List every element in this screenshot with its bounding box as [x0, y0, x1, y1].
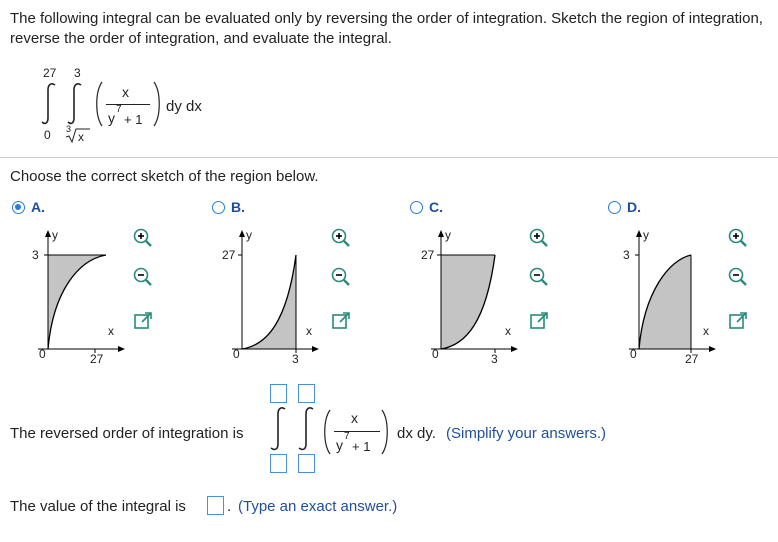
graph-b-y-tick: 27 — [222, 248, 236, 262]
denominator-rest: + 1 — [124, 112, 143, 127]
graph-a-zoom-in-icon[interactable] — [132, 227, 154, 249]
graph-d-plot — [619, 222, 719, 367]
outer-upper-limit: 27 — [43, 66, 57, 80]
reversed-order-label: The reversed order of integration is — [10, 425, 244, 442]
reversed-differentials: dx dy. — [397, 425, 436, 442]
simplify-hint: (Simplify your answers.) — [446, 425, 607, 442]
graph-c-origin: 0 — [432, 347, 439, 361]
graph-d-x-tick: 27 — [685, 352, 699, 366]
option-a[interactable] — [12, 199, 45, 215]
left-paren — [94, 80, 104, 128]
outer-lower-limit: 0 — [44, 128, 51, 142]
graph-b-zoom-out-icon[interactable] — [330, 266, 352, 288]
reversed-denominator-exponent: 7 — [344, 431, 350, 442]
graph-d-y-axis-label: y — [643, 228, 649, 242]
reversed-denominator-rest: + 1 — [352, 439, 371, 454]
outer-upper-blank[interactable] — [270, 384, 287, 403]
inner-lower-radicand: x — [78, 130, 84, 144]
graph-c-popout-icon[interactable] — [528, 310, 550, 332]
graph-a-x-tick: 27 — [90, 352, 104, 366]
integral-value-blank[interactable] — [207, 496, 224, 515]
fraction-bar — [106, 104, 150, 105]
graph-b-plot — [222, 222, 322, 367]
option-c[interactable] — [410, 199, 443, 215]
graph-b-x-axis-label: x — [306, 324, 312, 338]
graph-d-zoom-out-icon[interactable] — [727, 266, 749, 288]
graph-c-plot — [421, 222, 521, 367]
graph-d-zoom-in-icon[interactable] — [727, 227, 749, 249]
graph-a — [28, 222, 128, 367]
graph-a-plot — [28, 222, 128, 367]
denominator-exponent: 7 — [116, 104, 122, 115]
reversed-fraction-bar — [334, 431, 380, 432]
graph-a-x-axis-label: x — [108, 324, 114, 338]
graph-d-y-tick: 3 — [623, 248, 630, 262]
graph-b-y-axis-label: y — [246, 228, 252, 242]
graph-b — [222, 222, 322, 367]
graph-b-origin: 0 — [233, 347, 240, 361]
denominator-base: y — [108, 110, 115, 126]
option-b-radio[interactable] — [212, 201, 225, 214]
option-a-radio[interactable] — [12, 201, 25, 214]
reversed-denominator-base: y — [336, 437, 343, 453]
graph-a-zoom-out-icon[interactable] — [132, 266, 154, 288]
graph-c-zoom-in-icon[interactable] — [528, 227, 550, 249]
reversed-numerator: x — [351, 410, 358, 426]
graph-d — [619, 222, 719, 367]
inner-lower-root-index: 3 — [66, 124, 72, 134]
value-label: The value of the integral is — [10, 498, 186, 515]
option-d-radio[interactable] — [608, 201, 621, 214]
graph-b-x-tick: 3 — [292, 352, 299, 366]
option-a-label: A. — [31, 199, 45, 215]
graph-c-y-tick: 27 — [421, 248, 435, 262]
inner-upper-limit: 3 — [74, 66, 81, 80]
graph-c-x-tick: 3 — [491, 352, 498, 366]
inner-upper-blank[interactable] — [298, 384, 315, 403]
graph-a-popout-icon[interactable] — [132, 310, 154, 332]
inner-lower-blank[interactable] — [298, 454, 315, 473]
graph-c-y-axis-label: y — [445, 228, 451, 242]
given-integral — [0, 60, 260, 155]
graph-d-origin: 0 — [630, 347, 637, 361]
graph-b-zoom-in-icon[interactable] — [330, 227, 352, 249]
choose-instruction: Choose the correct sketch of the region below. — [10, 168, 319, 185]
integrand-numerator: x — [122, 84, 129, 100]
question-prompt: The following integral can be evaluated only by reversing the order of integration. Sketch the region of integration, reverse the order of integration, and evaluate the integral. — [10, 10, 763, 47]
option-b[interactable] — [212, 199, 245, 215]
graph-a-y-tick: 3 — [32, 248, 39, 262]
graph-c-x-axis-label: x — [505, 324, 511, 338]
option-c-radio[interactable] — [410, 201, 423, 214]
graph-a-y-axis-label: y — [52, 228, 58, 242]
differentials: dy dx — [166, 98, 202, 115]
graph-b-popout-icon[interactable] — [330, 310, 352, 332]
option-d-label: D. — [627, 199, 641, 215]
graph-d-x-axis-label: x — [703, 324, 709, 338]
value-period: . — [227, 498, 232, 515]
section-divider — [0, 157, 778, 158]
option-b-label: B. — [231, 199, 245, 215]
exact-answer-hint: (Type an exact answer.) — [238, 498, 398, 515]
option-c-label: C. — [429, 199, 443, 215]
reversed-left-paren — [322, 408, 332, 456]
reversed-right-paren — [380, 408, 390, 456]
graph-c — [421, 222, 521, 367]
option-d[interactable] — [608, 199, 641, 215]
reversed-integral-signs — [268, 406, 320, 452]
graph-d-popout-icon[interactable] — [727, 310, 749, 332]
graph-c-zoom-out-icon[interactable] — [528, 266, 550, 288]
integral-signs — [40, 82, 90, 126]
outer-lower-blank[interactable] — [270, 454, 287, 473]
graph-a-origin: 0 — [39, 347, 46, 361]
right-paren — [152, 80, 162, 128]
